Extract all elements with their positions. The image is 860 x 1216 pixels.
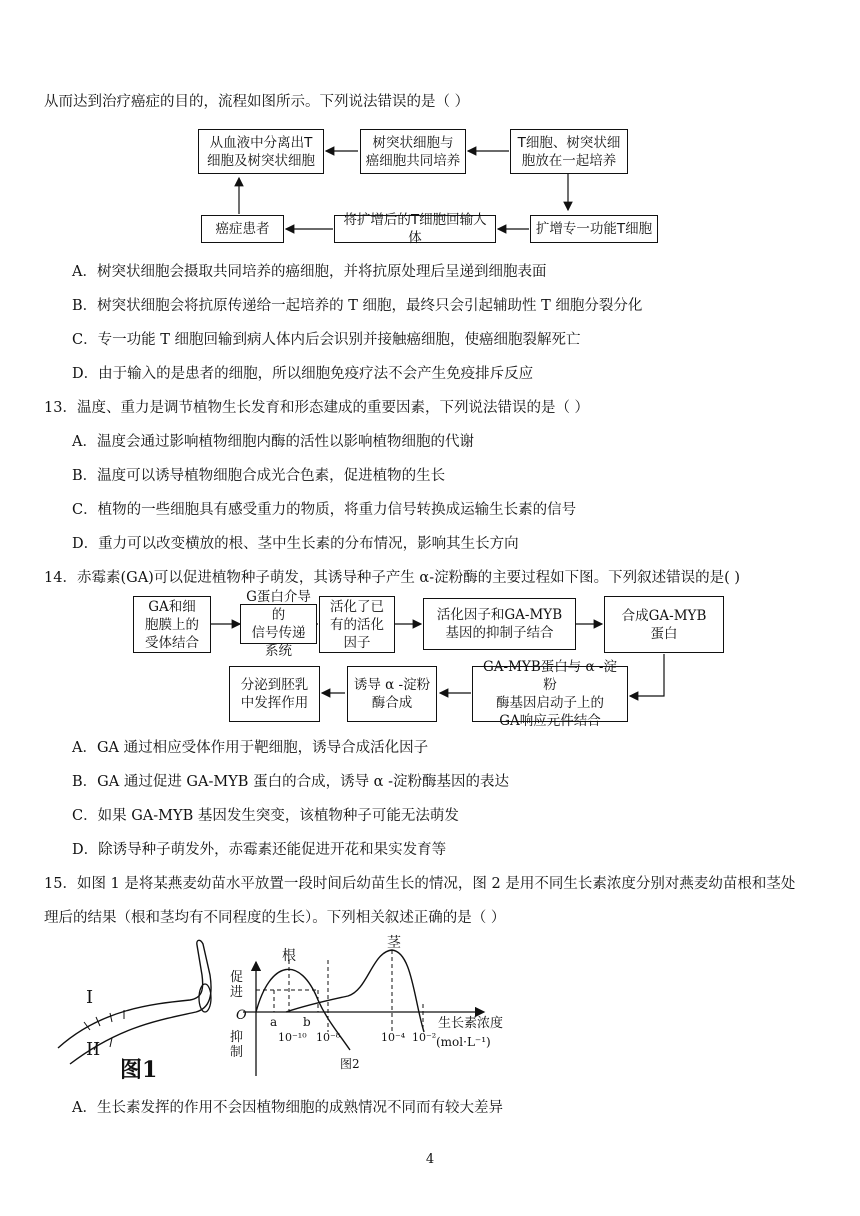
q14-box-receptor: GA和细 胞膜上的 受体结合	[133, 596, 211, 653]
q13-option-c: C．植物的一些细胞具有感受重力的物质，将重力信号转换成运输生长素的信号	[72, 502, 577, 518]
fig1-caption: 图1	[120, 1057, 158, 1083]
q14-box-inhibitor: 活化因子和GA-MYB 基因的抑制子结合	[423, 598, 576, 650]
q12-option-c: C．专一功能 T 细胞回输到病人体内后会识别并接触癌细胞，使癌细胞裂解死亡	[72, 332, 581, 348]
fig2-tick-1: 10⁻¹⁰	[278, 1031, 307, 1044]
fig2-root-label: 根	[282, 948, 296, 964]
q13-option-b: B．温度可以诱导植物细胞合成光合色素，促进植物的生长	[72, 468, 446, 484]
q14-box-secrete: 分泌到胚乳 中发挥作用	[229, 666, 320, 722]
q14-box-induce: 诱导 α -淀粉 酶合成	[347, 666, 437, 722]
q14-option-d: D．除诱导种子萌发外，赤霉素还能促进开花和果实发育等	[72, 842, 447, 858]
q14-option-b: B．GA 通过促进 GA-MYB 蛋白的合成，诱导 α -淀粉酶基因的表达	[72, 774, 509, 790]
flow-box-coculture-cancer: 树突状细胞与 癌细胞共同培养	[360, 129, 466, 174]
q12-option-a: A．树突状细胞会摄取共同培养的癌细胞，并将抗原处理后呈递到细胞表面	[72, 264, 547, 280]
flow-box-separate-cells: 从血液中分离出T 细胞及树突状细胞	[198, 129, 324, 174]
q14-box-synthesize: 合成GA-MYB 蛋白	[604, 596, 724, 653]
fig2-tick-4: 10⁻²	[412, 1031, 437, 1044]
fig1-label-i: I	[86, 987, 94, 1008]
fig2-caption: 图2	[340, 1057, 360, 1071]
fig2-point-b: b	[303, 1015, 311, 1029]
flow-box-reinfuse: 将扩增后的T细胞回输人体	[334, 215, 496, 243]
q12-option-b: B．树突状细胞会将抗原传递给一起培养的 T 细胞，最终只会引起辅助性 T 细胞分裂分化	[72, 298, 643, 314]
fig2-point-a: a	[270, 1015, 278, 1029]
fig2-origin: O	[236, 1008, 247, 1023]
q14-option-c: C．如果 GA-MYB 基因发生突变，该植物种子可能无法萌发	[72, 808, 459, 824]
q15-stem-line1: 15．如图 1 是将某燕麦幼苗水平放置一段时间后幼苗生长的情况，图 2 是用不同生长素浓度分别对燕麦幼苗根和茎处	[44, 876, 796, 892]
q14-box-response-element: GA-MYB蛋白与 α -淀粉 酶基因启动子上的 GA响应元件结合	[472, 666, 628, 722]
fig2-y-promote: 促 进	[230, 970, 244, 1000]
fig2-x-label: 生长素浓度	[438, 1016, 504, 1031]
q12-stem-end: 从而达到治疗癌症的目的，流程如图所示。下列说法错误的是（ ）	[44, 94, 470, 110]
q15-option-a: A．生长素发挥的作用不会因植物细胞的成熟情况不同而有较大差异	[72, 1100, 503, 1116]
fig2-stem-label: 茎	[387, 935, 401, 951]
q14-box-g-protein: G蛋白介导的 信号传递系统	[240, 604, 317, 644]
fig2-tick-2: 10⁻⁸	[316, 1031, 341, 1044]
q13-option-a: A．温度会通过影响植物细胞内酶的活性以影响植物细胞的代谢	[72, 434, 474, 450]
page-number: 4	[425, 1152, 435, 1167]
q14-box-activation: 活化了已 有的活化 因子	[319, 596, 395, 653]
q15-stem-line2: 理后的结果（根和茎均有不同程度的生长）。下列相关叙述正确的是（ ）	[44, 910, 506, 926]
fig2-x-unit: (mol·L⁻¹)	[436, 1035, 491, 1049]
flow-box-coculture-t-cells: T细胞、树突状细 胞放在一起培养	[510, 129, 628, 174]
flow-box-cancer-patient: 癌症患者	[201, 215, 284, 243]
q13-option-d: D．重力可以改变横放的根、茎中生长素的分布情况，影响其生长方向	[72, 536, 519, 552]
fig2-y-inhibit: 抑 制	[230, 1030, 244, 1060]
fig1-label-ii: II	[86, 1039, 101, 1060]
q14-stem: 14．赤霉素(GA)可以促进植物种子萌发，其诱导种子产生 α-淀粉酶的主要过程如下图。下列叙述错误的是( )	[44, 570, 741, 586]
q12-option-d: D．由于输入的是患者的细胞，所以细胞免疫疗法不会产生免疫排斥反应	[72, 366, 534, 382]
fig2-tick-3: 10⁻⁴	[381, 1031, 406, 1044]
flow-box-expand-t-cells: 扩增专一功能T细胞	[530, 215, 658, 243]
q13-stem: 13．温度、重力是调节植物生长发育和形态建成的重要因素，下列说法错误的是（ ）	[44, 400, 590, 416]
q14-option-a: A．GA 通过相应受体作用于靶细胞，诱导合成活化因子	[72, 740, 429, 756]
